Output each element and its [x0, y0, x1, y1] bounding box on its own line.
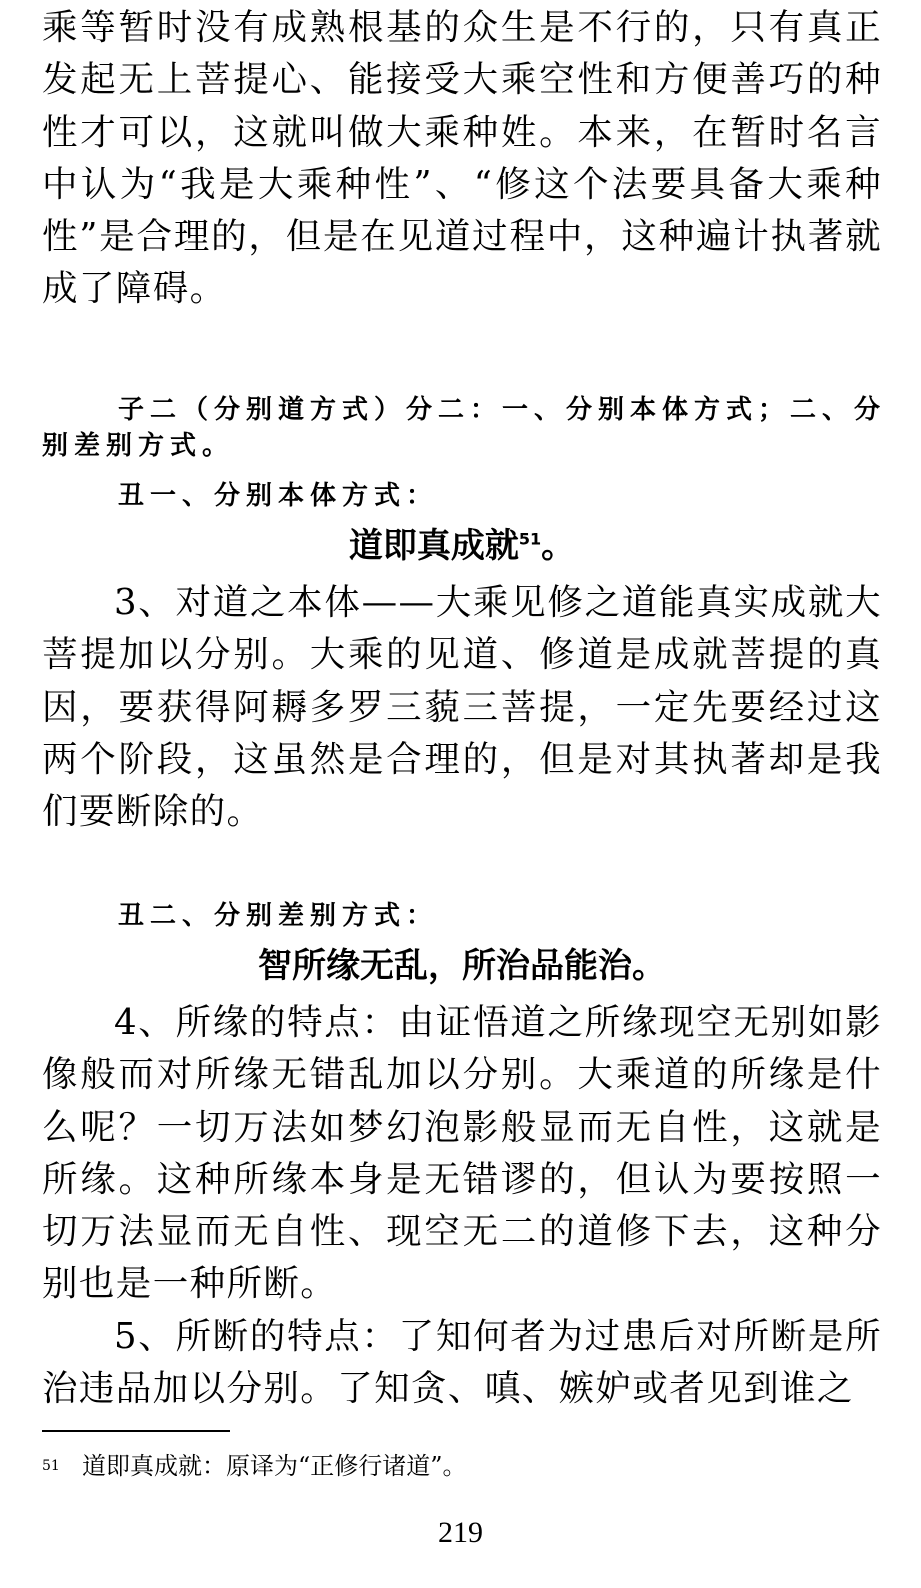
- paragraph-1: 乘等暂时没有成熟根基的众生是不行的，只有真正发起无上菩提心、能接受大乘空性和方便善巧的种性才可以，这就叫做大乘种姓。本来，在暂时名言中认为“我是大乘种性”、“修这个法要具备大乘种性”是合理的，但是在见道过程中，这种遍计执著就成了障碍。: [42, 7, 882, 310]
- footnote-text: 道即真成就：原译为“正修行诸道”。: [82, 1452, 467, 1480]
- verse-1-end: 。: [541, 526, 576, 566]
- page-number: 219: [438, 1516, 483, 1549]
- paragraph-4: 5、所断的特点：了知何者为过患后对所断是所治违品加以分别。了知贪、嗔、嫉妒或者见到谁之: [42, 1316, 882, 1410]
- paragraph-3: 4、所缘的特点：由证悟道之所缘现空无别如影像般而对所缘无错乱加以分别。大乘道的所缘是什么呢？一切万法如梦幻泡影般显而无自性，这就是所缘。这种所缘本身是无错谬的，但认为要按照一切万法显而无自性、现空无二的道修下去，这种分别也是一种所断。: [42, 1002, 882, 1305]
- subsection-heading-1: 丑一、分别本体方式：: [118, 481, 439, 511]
- section-heading-line-2: 别差别方式。: [42, 431, 235, 461]
- paragraph-2: 3、对道之本体——大乘见修之道能真实成就大菩提加以分别。大乘的见道、修道是成就菩提的真因，要获得阿耨多罗三藐三菩提，一定先要经过这两个阶段，这虽然是合理的，但是对其执著却是我们要断除的。: [42, 582, 882, 833]
- footnote-ref-51[interactable]: 51: [518, 529, 542, 549]
- footnote-number: 51: [42, 1458, 60, 1474]
- verse-1-text: 道即真成就: [348, 526, 519, 566]
- verse-1: [42, 526, 882, 566]
- subsection-heading-2: 丑二、分别差别方式：: [118, 901, 439, 931]
- footnote-divider: [42, 1430, 230, 1432]
- verse-2: 智所缘无乱，所治品能治。: [258, 946, 666, 986]
- section-heading-line-1: 子二（分别道方式）分二：一、分别本体方式；二、分: [118, 395, 887, 425]
- footnote: [42, 1450, 467, 1482]
